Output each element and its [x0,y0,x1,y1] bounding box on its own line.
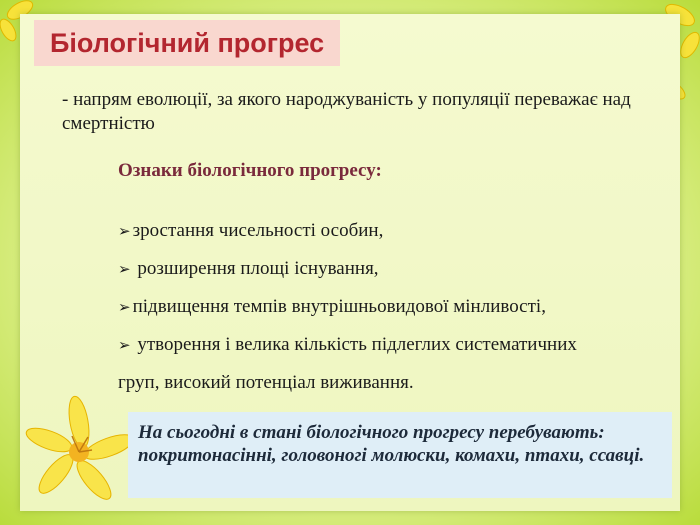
arrow-bullet-icon: ➢ [118,338,131,354]
signs-heading: Ознаки біологічного прогресу: [118,160,382,181]
slide-title: Біологічний прогрес [50,27,325,58]
definition-text: - напрям еволюції, за якого народжуваність у популяції переважає над смертністю [62,89,631,134]
arrow-bullet-icon: ➢ [118,300,131,316]
arrow-bullet-icon: ➢ [118,262,131,278]
note-box: На сьогодні в стані біологічного прогресу перебувають: покритонасінні, головоногі молюски, комахи, птахи, ссавці. [128,412,672,498]
arrow-bullet-icon: ➢ [118,224,131,240]
sign-item: ➢ підвищення темпів внутрішньовидової мінливості, [118,296,546,317]
lily-flower-decoration [24,392,134,512]
sign-item: ➢ зростання чисельності особин, [118,220,384,241]
sign-item-continuation: груп, високий потенціал виживання. [118,372,414,393]
title-box [34,20,340,66]
sign-item: ➢ утворення і велика кількість підлеглих систематичних [118,334,577,355]
sign-item: ➢ розширення площі існування, [118,258,379,279]
